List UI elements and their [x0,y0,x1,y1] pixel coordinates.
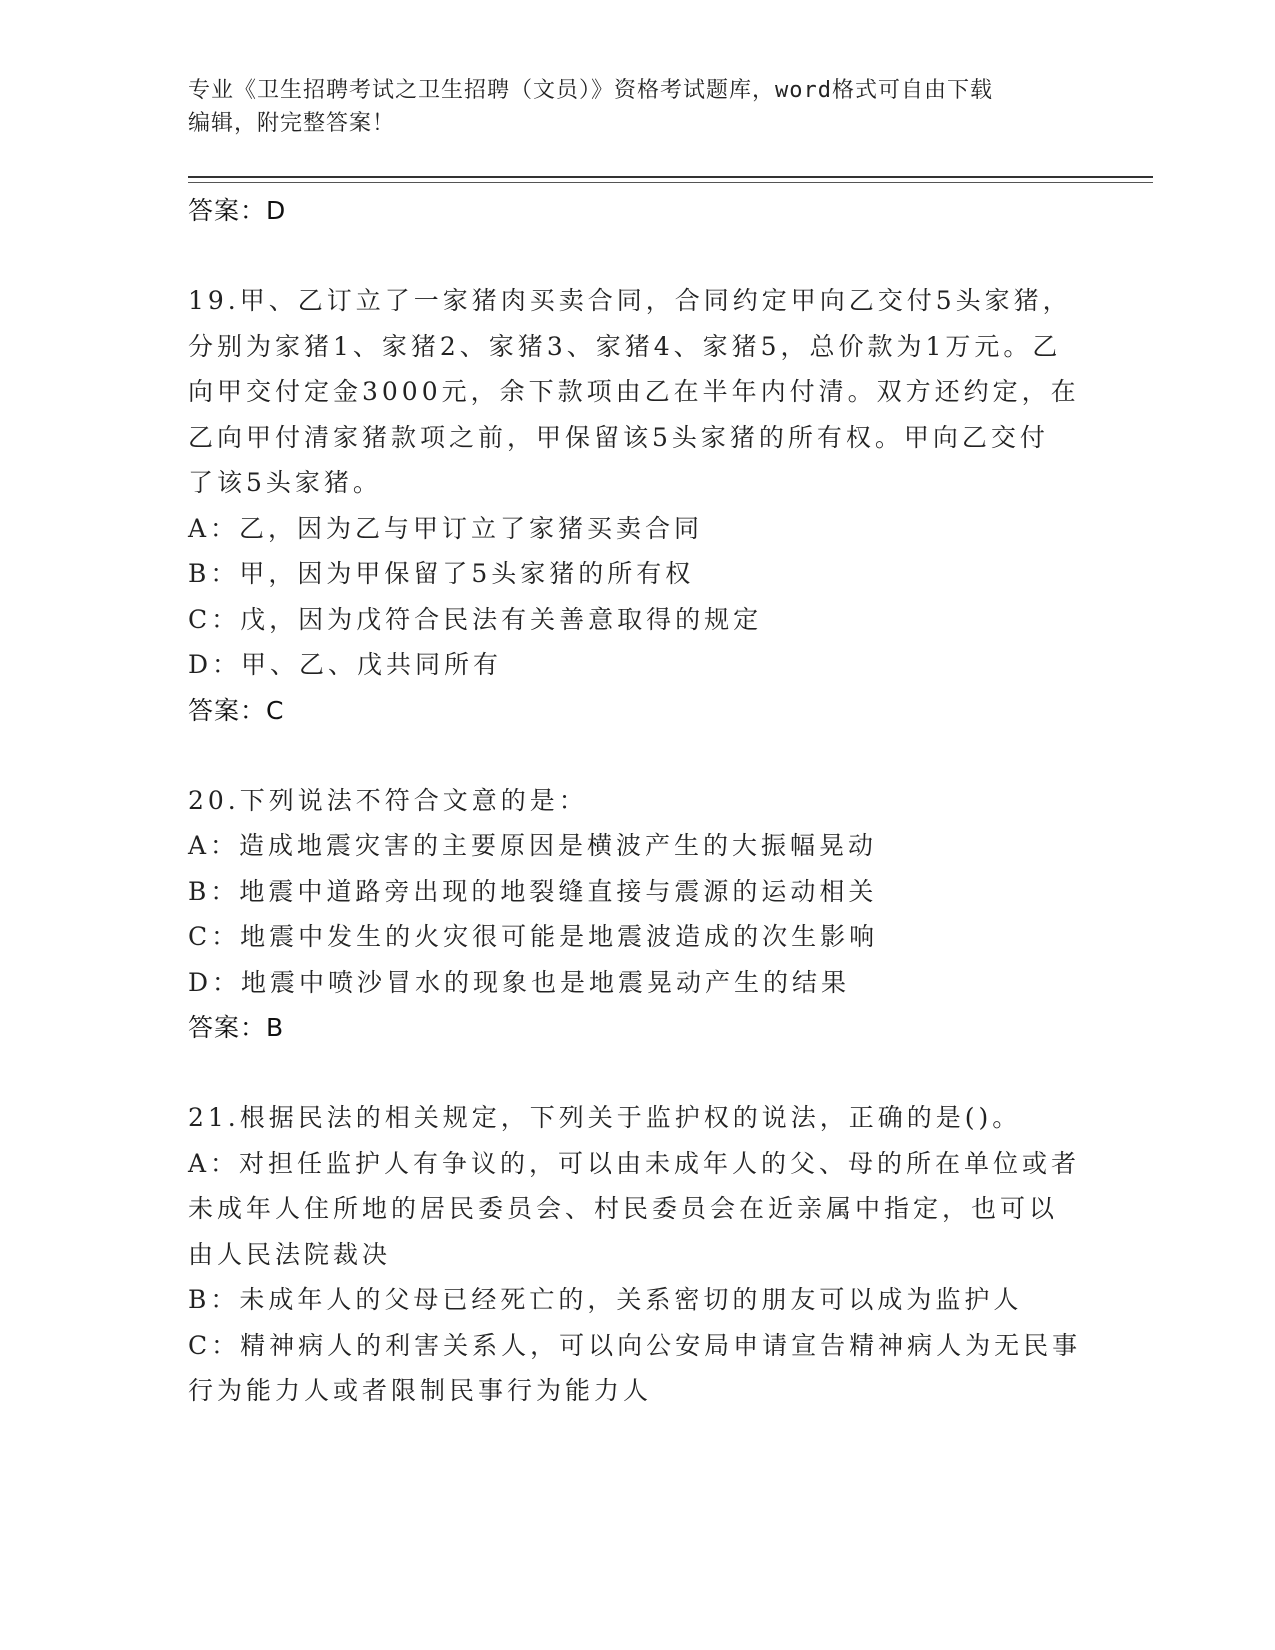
spacer [188,234,1088,278]
option-b: B：未成年人的父母已经死亡的，关系密切的朋友可以成为监护人 [188,1285,1023,1314]
header-divider-thick [188,176,1153,178]
option-b: B：地震中道路旁出现的地裂缝直接与震源的运动相关 [188,876,878,906]
answer-line: 答案：B [188,1013,285,1042]
question-text-line: 19.甲、乙订立了一家猪肉买卖合同，合同约定甲向乙交付5头家猪， [188,286,1072,315]
question-text-line: 乙向甲付清家猪款项之前，甲保留该5头家猪的所有权。甲向乙交付 [188,422,1049,452]
option-b: B：甲，因为甲保留了5头家猪的所有权 [188,559,695,588]
document-body [188,188,1088,1414]
option-c-continued: 行为能力人或者限制民事行为能力人 [188,1376,653,1405]
option-a-continued: 未成年人住所地的居民委员会、村民委员会在近亲属中指定，也可以 [188,1194,1059,1223]
header-line: 专业《卫生招聘考试之卫生招聘（文员）》资格考试题库，word格式可自由下载 [188,78,993,103]
question-text-line: 了该5头家猪。 [188,468,382,497]
document-header [188,74,1088,140]
spacer [188,734,1088,778]
question-text-line: 向甲交付定金3000元，余下款项由乙在半年内付清。双方还约定，在 [188,377,1080,406]
option-d: D：地震中喷沙冒水的现象也是地震晃动产生的结果 [188,967,851,997]
question-20 [188,778,1088,1052]
option-d: D：甲、乙、戊共同所有 [188,650,503,679]
option-a: A：对担任监护人有争议的，可以由未成年人的父、母的所在单位或者 [188,1148,1081,1178]
spacer [188,1051,1088,1095]
answer-line: 答案：C [188,695,285,725]
option-a: A：乙，因为乙与甲订立了家猪买卖合同 [188,513,704,543]
answer-line: 答案：D [188,196,287,225]
option-c: C：戊，因为戊符合民法有关善意取得的规定 [188,604,763,634]
option-c: C：精神病人的利害关系人，可以向公安局申请宣告精神病人为无民事 [188,1330,1082,1360]
header-divider-thin [188,182,1153,183]
question-19 [188,278,1088,734]
option-c: C：地震中发生的火灾很可能是地震波造成的次生影响 [188,922,879,951]
question-21 [188,1095,1088,1414]
question-text-line: 21.根据民法的相关规定，下列关于监护权的说法，正确的是()。 [188,1103,1022,1132]
header-line: 编辑，附完整答案！ [188,111,396,136]
option-a: A：造成地震灾害的主要原因是横波产生的大振幅晃动 [188,831,878,860]
option-a-continued: 由人民法院裁决 [188,1239,392,1269]
question-text-line: 分别为家猪1、家猪2、家猪3、家猪4、家猪5，总价款为1万元。乙 [188,331,1062,361]
question-text-line: 20.下列说法不符合文意的是： [188,785,588,815]
